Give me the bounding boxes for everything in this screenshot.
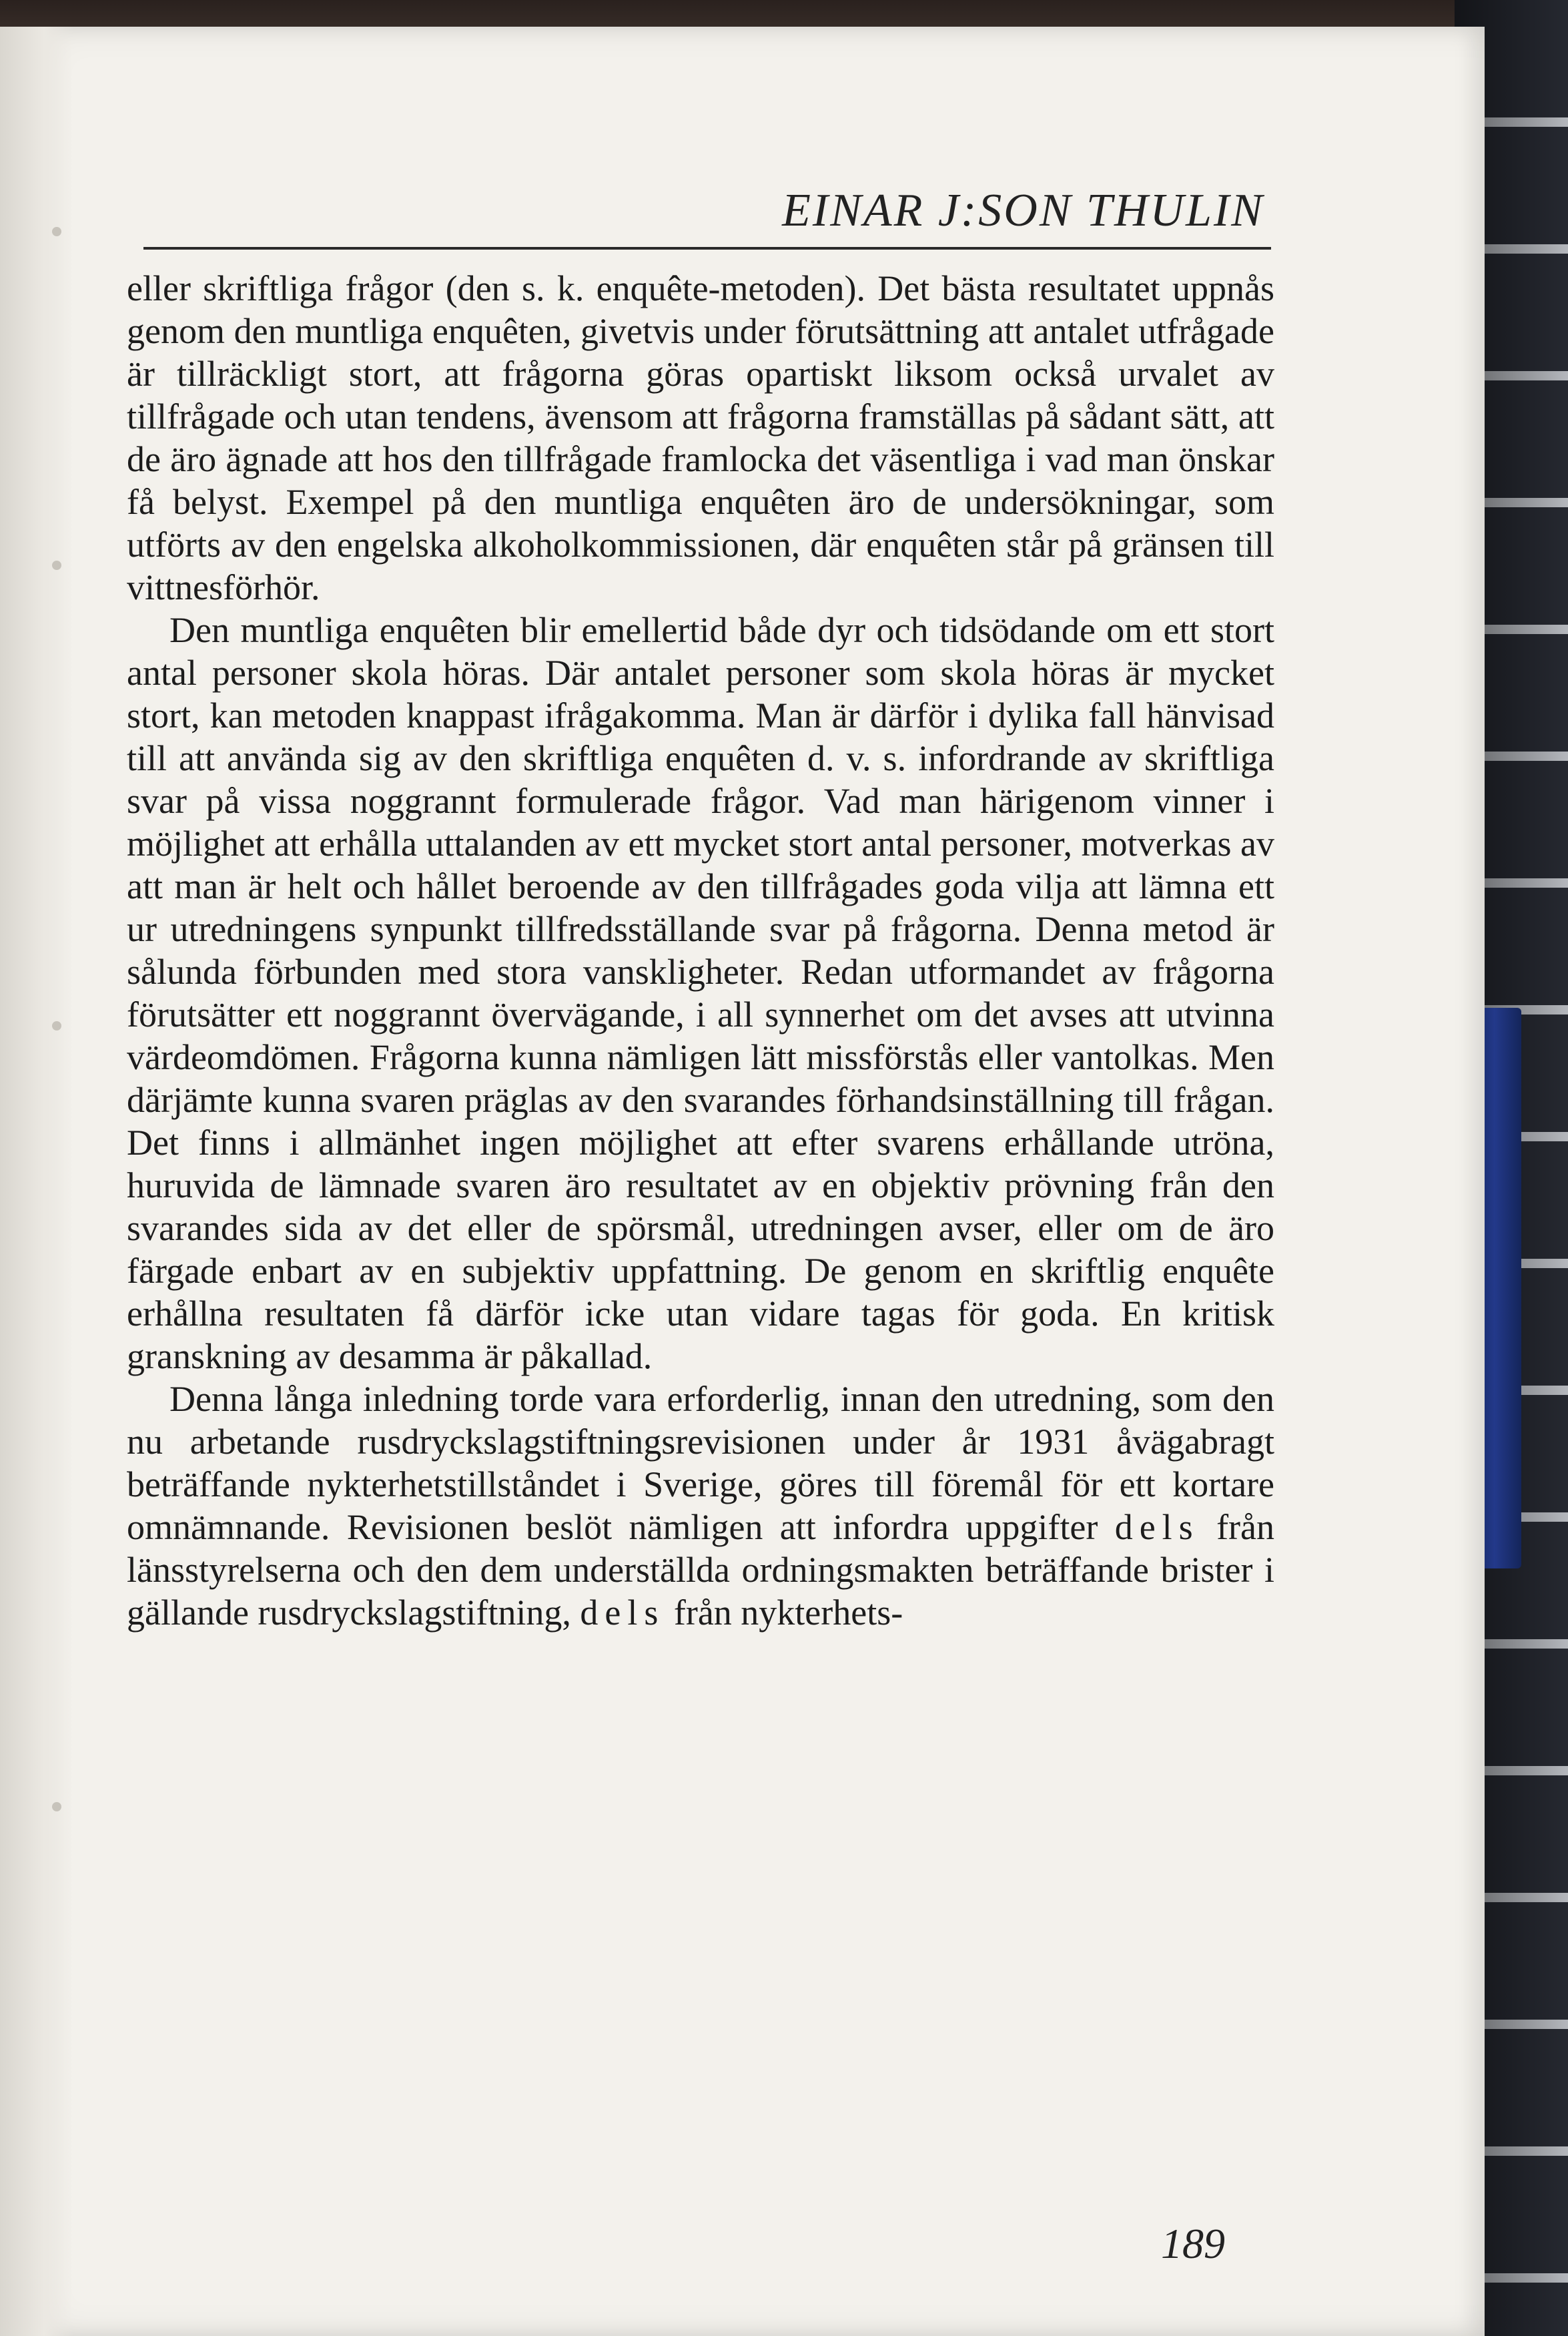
page-number: 189 bbox=[1161, 2220, 1225, 2267]
paragraph-1: eller skriftliga frågor (den s. k. enquête-metoden). Det bästa resultatet uppnås genom den muntliga enquêten, givetvis under förutsättning att antalet utfrågade är tillräckligt stort, att frågorna göras opartiskt liksom också urvalet av tillfrågade och utan tendens, ävensom att frågorna framställas på sådant sätt, att de äro ägnade att hos den tillfrågade framlocka det väsentliga i vad man önskar få belyst. Exempel på den muntliga enquêten äro de undersökningar, som utförts av den engelska alkoholkommissionen, där enquêten står på gränsen till vittnesförhör. bbox=[127, 268, 1274, 607]
paragraph-3-end: från nykterhets- bbox=[673, 1592, 903, 1633]
binding-stitch bbox=[52, 561, 61, 570]
header-title: EINAR J:SON THULIN bbox=[782, 185, 1264, 236]
body-text bbox=[127, 267, 1274, 1634]
paragraph-2: Den muntliga enquêten blir emellertid både dyr och tidsödande om ett stort antal personer skola höras. Där antalet personer som skola höras är mycket stort, kan metoden knappast ifrågakomma. Man är därför i dylika fall hänvisad till att använda sig av den skriftliga enquêten d. v. s. infordrande av skriftliga svar på vissa noggrannt formulerade frågor. Vad man härigenom vinner i möjlighet att erhålla uttalanden av ett mycket stort antal personer, motverkas av att man är helt och hållet beroende av den tillfrågades goda vilja att lämna ett ur utredningens synpunkt tillfredsställande svar på frågorna. Denna metod är sålunda förbunden med stora vanskligheter. Redan utformandet av frågorna förutsätter ett noggrannt övervägande, i all synnerhet om det avses att utvinna värdeomdömen. Frågorna kunna nämligen lätt missförstås eller vantolkas. Men därjämte kunna svaren präglas av den svarandes förhandsinställning till frågan. Det finns i allmänhet ingen möjlighet att efter svarens erhållande utröna, huruvida de lämnade svaren äro resultatet av en objektiv prövning från den svarandes sida av det eller de spörsmål, utredningen avser, eller om de äro färgade enbart av en subjektiv uppfattning. De genom en skriftlig enquête erhållna resultaten få därför icke utan vidare tagas för goda. En kritisk granskning av desamma är påkallad. bbox=[127, 610, 1274, 1376]
binding-stitch bbox=[52, 1802, 61, 1811]
binding-stitch bbox=[52, 1021, 61, 1031]
paragraph-3 bbox=[127, 1378, 1274, 1634]
paragraph-3-middle: från länsstyrelserna och den dem underställda ordningsmakten beträffande brister i gällande rusdryckslagstiftning, bbox=[127, 1507, 1275, 1633]
running-header bbox=[143, 180, 1271, 250]
spaced-word-dels: dels bbox=[580, 1592, 665, 1633]
spaced-word-dels: dels bbox=[1114, 1507, 1200, 1547]
page-gutter bbox=[0, 27, 73, 2336]
paragraph-3-start: Denna långa inledning torde vara erforderlig, innan den utredning, som den nu arbetande rusdryckslagstiftningsrevisionen under år 1931 åvägabragt beträffande nykterhetstillståndet i Sverige, göres till föremål för ett kortare omnämnande. Revisionen beslöt nämligen att infordra uppgifter bbox=[127, 1379, 1274, 1547]
binding-stitch bbox=[52, 227, 61, 236]
